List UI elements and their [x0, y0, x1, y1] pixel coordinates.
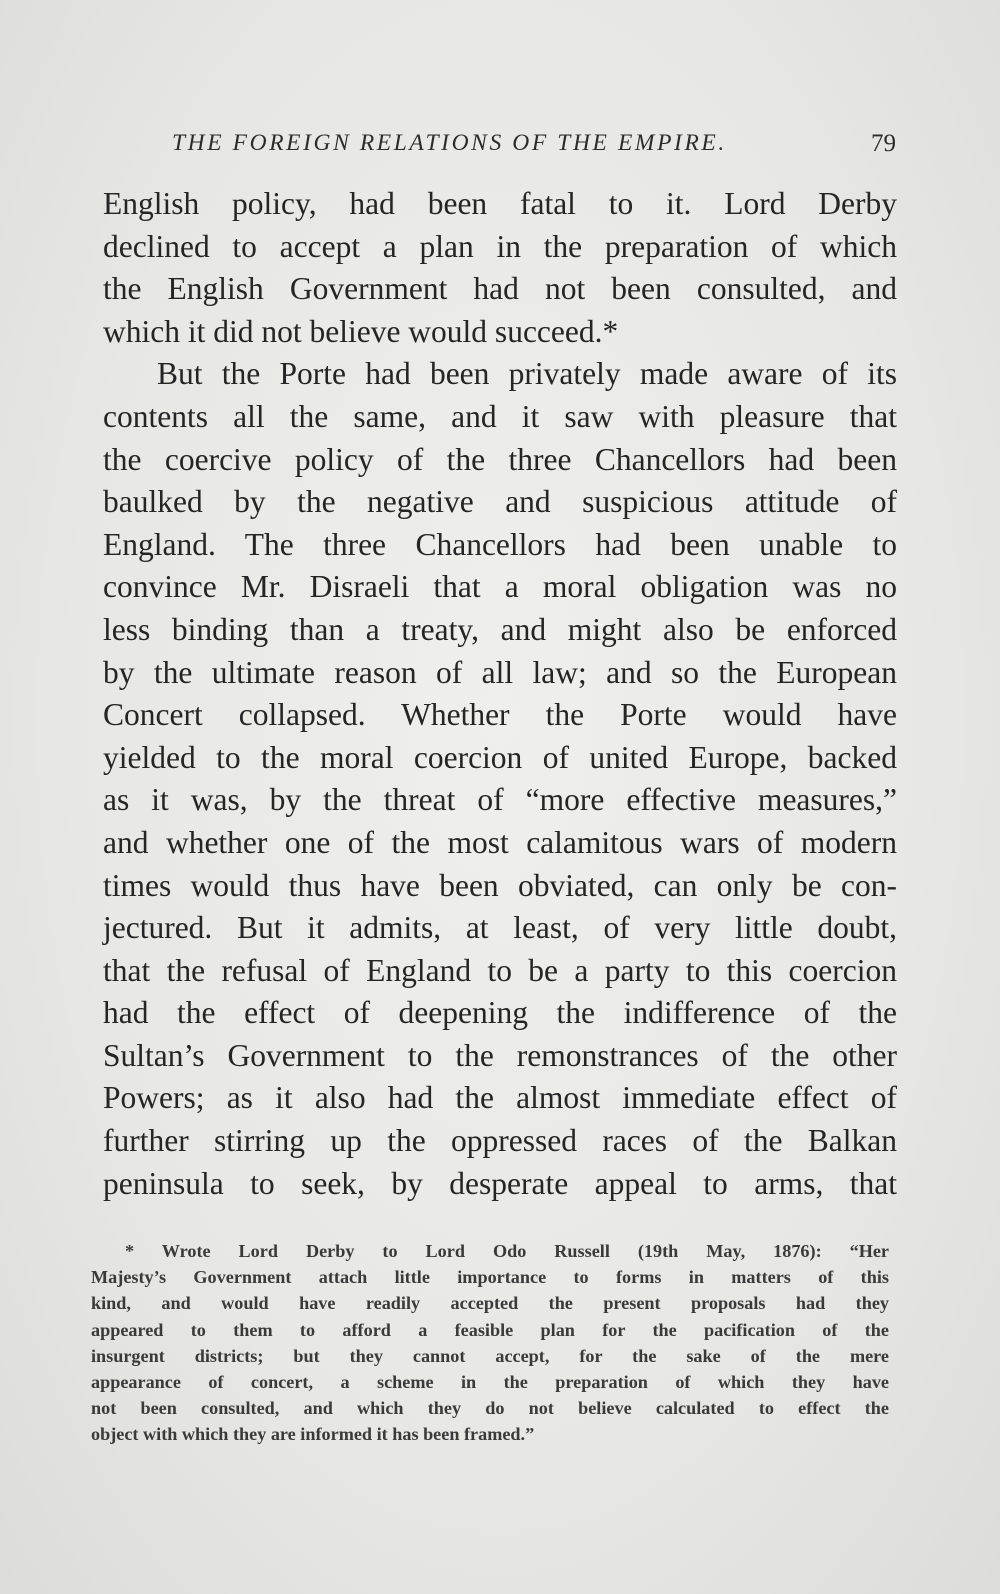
footnote-line: object with which they are informed it has been framed.” [91, 1424, 535, 1445]
body-line: baulked by the negative and suspicious attitude of [103, 484, 897, 520]
body-line: jectured. But it admits, at least, of very little doubt, [103, 910, 897, 946]
body-line: the English Government had not been consulted, and [103, 271, 897, 307]
body-line: English policy, had been fatal to it. Lord Derby [103, 186, 897, 221]
body-line: by the ultimate reason of all law; and so the European [103, 654, 897, 690]
body-line: But the Porte had been privately made aware of its [157, 356, 897, 392]
running-title: THE FOREIGN RELATIONS OF THE EMPIRE. [172, 130, 727, 156]
body-line: the coercive policy of the three Chancellors had been [103, 441, 897, 477]
footnote-line: * Wrote Lord Derby to Lord Odo Russell (19th May, 1876): “Her [125, 1241, 889, 1261]
body-line: convince Mr. Disraeli that a moral obligation was no [103, 569, 897, 605]
body-line: as it was, by the threat of “more effective measures,” [103, 782, 897, 818]
footnote-line: Majesty’s Government attach little importance to forms in matters of this [91, 1267, 889, 1288]
body-line: Sultan’s Government to the remonstrances of the other [103, 1037, 897, 1073]
footnote [91, 1238, 889, 1448]
footnote-line: insurgent districts; but they cannot accept, for the sake of the mere [91, 1345, 889, 1366]
body-line: further stirring up the oppressed races of the Balkan [103, 1123, 897, 1159]
body-line: Concert collapsed. Whether the Porte would have [103, 697, 897, 733]
footnote-line: not been consulted, and which they do not believe calculated to effect the [91, 1398, 889, 1419]
body-line: which it did not believe would succeed.* [103, 313, 619, 349]
body-line: that the refusal of England to be a party to this coercion [103, 952, 897, 988]
body-line: declined to accept a plan in the preparation of which [103, 228, 897, 264]
footnote-line: kind, and would have readily accepted the present proposals had they [91, 1293, 889, 1314]
running-head [172, 130, 900, 170]
body-line: had the effect of deepening the indifference of the [103, 995, 897, 1031]
body-line: England. The three Chancellors had been unable to [103, 526, 897, 562]
body-line: yielded to the moral coercion of united Europe, backed [103, 739, 897, 775]
body-line: less binding than a treaty, and might also be enforced [103, 611, 897, 647]
body-line: contents all the same, and it saw with pleasure that [103, 398, 897, 434]
page-number: 79 [871, 130, 896, 157]
body-text [103, 183, 897, 1205]
body-line: and whether one of the most calamitous wars of modern [103, 824, 897, 860]
footnote-line: appearance of concert, a scheme in the preparation of which they have [91, 1371, 889, 1392]
body-line: times would thus have been obviated, can only be con- [103, 867, 897, 903]
body-line: peninsula to seek, by desperate appeal to arms, that [103, 1165, 897, 1201]
body-line: Powers; as it also had the almost immediate effect of [103, 1080, 897, 1116]
footnote-line: appeared to them to afford a feasible plan for the pacification of the [91, 1319, 889, 1340]
